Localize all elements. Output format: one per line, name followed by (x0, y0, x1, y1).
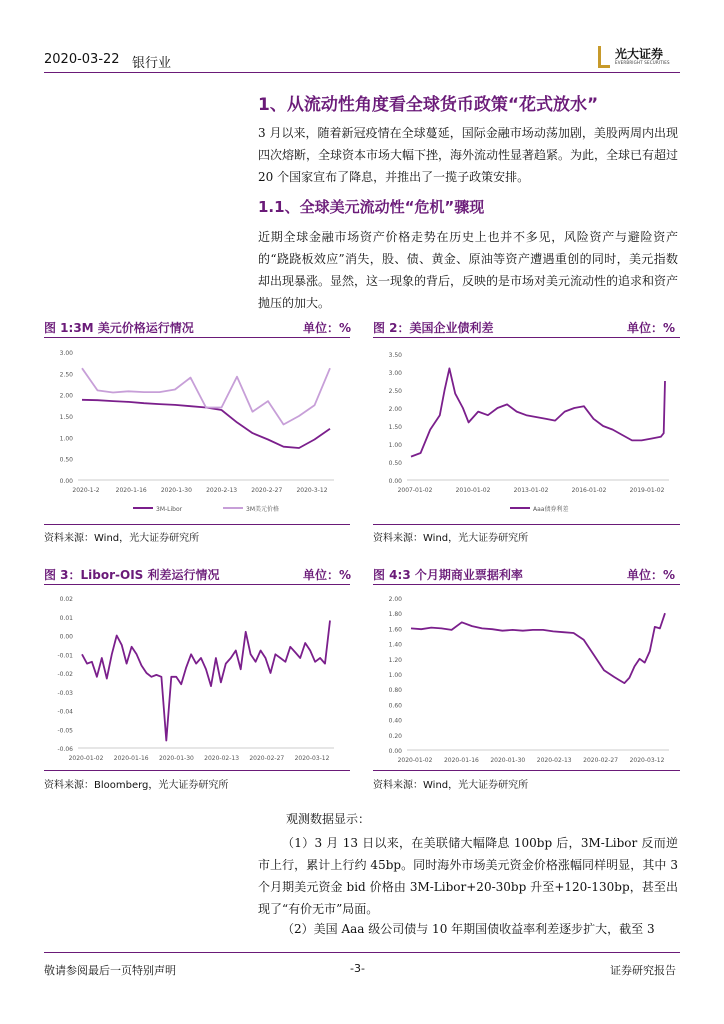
industry-label: 银行业 (132, 56, 172, 71)
y-tick-label: 1.40 (388, 641, 402, 649)
y-tick-label: 1.80 (388, 611, 402, 619)
report-date: 2020-03-22 (44, 52, 120, 67)
x-tick-label: 2020-01-30 (490, 757, 526, 764)
figure-2-source: 资料来源：Wind，光大证券研究所 (373, 533, 529, 544)
y-tick-label: 0.02 (59, 596, 73, 603)
figure-1-rule (44, 337, 350, 338)
figure-4-source: 资料来源：Wind，光大证券研究所 (373, 780, 529, 791)
x-tick-label: 2020-01-30 (158, 755, 194, 762)
y-tick-label: -0.04 (57, 708, 73, 716)
y-tick-label: 0.50 (59, 456, 73, 464)
figure-2-title: 图 2：美国企业债利差 (373, 321, 494, 335)
y-tick-label: 2.50 (388, 388, 402, 395)
logo-text: 光大证券 (615, 47, 664, 61)
x-tick-label: 2016-01-02 (571, 487, 607, 494)
figure-1-chart (44, 340, 350, 520)
x-tick-label: 2020-01-02 (397, 757, 433, 764)
figure-1-title: 图 1:3M 美元价格运行情况 (44, 321, 194, 335)
x-tick-label: 2020-1-16 (115, 487, 147, 494)
y-tick-label: 0.00 (388, 478, 402, 485)
x-tick-label: 2020-02-27 (249, 755, 285, 762)
intro-paragraph: 3 月以来，随着新冠疫情在全球蔓延，国际金融市场动荡加剧，美股两周内出现四次熔断，全球资本市场大幅下挫，海外流动性显著趋紧。为此，全球已有超过 20 个国家宣布了降息，并推出了一揽子政策安排。 (258, 126, 679, 184)
figure-3-chart (44, 588, 350, 768)
figure-2-unit: 单位：% (627, 321, 676, 335)
footer-divider (44, 952, 680, 953)
x-tick-label: 2020-02-13 (536, 757, 572, 764)
x-tick-label: 2020-03-12 (629, 757, 665, 764)
header-divider (44, 72, 680, 73)
figure-1-bottom-rule (44, 524, 350, 525)
y-tick-label: 1.50 (59, 414, 73, 421)
brand-logo (598, 44, 688, 70)
figure-4-bottom-rule (373, 770, 680, 771)
figure-2-rule (373, 337, 680, 338)
y-tick-label: 1.50 (388, 424, 402, 431)
y-tick-label: 1.00 (59, 435, 73, 443)
figure-2-bottom-rule (373, 524, 680, 525)
series-line-0 (411, 613, 665, 683)
logo-mark-icon (598, 46, 610, 68)
x-tick-label: 2013-01-02 (513, 487, 549, 494)
y-tick-label: 0.40 (388, 717, 402, 725)
figure-3-rule (44, 584, 350, 585)
y-tick-label: 3.50 (388, 352, 402, 359)
x-tick-label: 2020-3-12 (296, 487, 328, 494)
y-tick-label: 3.00 (388, 370, 402, 377)
x-tick-label: 2020-01-16 (443, 757, 479, 764)
page-number: -3- (350, 962, 365, 975)
observation-1: （1）3 月 13 日以来，在美联储大幅降息 100bp 后，3M-Libor 反而逆市上行，累计上行约 45bp。同时海外市场美元资金价格涨幅同样明显，其中 3 个月期美元资金 bid 价格由 3M-Libor+20-30bp 升至+120-130bp，甚至出现了“有价无市”局面。 (258, 836, 678, 916)
x-tick-label: 2019-01-02 (629, 487, 665, 494)
y-tick-label: 0.80 (388, 687, 402, 695)
series-line-0 (411, 368, 665, 456)
y-tick-label: 0.00 (388, 748, 402, 755)
y-tick-label: 2.50 (59, 371, 73, 379)
x-tick-label: 2020-01-16 (113, 755, 149, 762)
y-tick-label: 3.00 (59, 350, 73, 357)
figure-1-unit: 单位：% (303, 321, 352, 335)
x-tick-label: 2010-01-02 (455, 487, 491, 494)
y-tick-label: 2.00 (388, 406, 402, 413)
legend-label: 3M美元价格 (246, 506, 279, 513)
y-tick-label: -0.02 (57, 671, 73, 678)
x-tick-label: 2007-01-02 (397, 487, 433, 494)
figure-3-title: 图 3：Libor-OIS 利差运行情况 (44, 568, 220, 582)
section-title: 1、从流动性角度看全球货币政策“花式放水” (258, 95, 599, 115)
y-tick-label: -0.06 (57, 746, 73, 753)
figure-1-source: 资料来源：Wind，光大证券研究所 (44, 533, 200, 544)
legend-label: 3M-Libor (156, 506, 183, 513)
logo-subtext: EVERBRIGHT SECURITIES (615, 60, 670, 65)
y-tick-label: 1.20 (388, 656, 402, 664)
x-tick-label: 2020-02-13 (204, 755, 240, 762)
subsection-title: 1.1、全球美元流动性“危机”骤现 (258, 198, 485, 216)
series-line-1 (82, 368, 330, 424)
figure-3-bottom-rule (44, 770, 350, 771)
y-tick-label: 2.00 (388, 596, 402, 603)
x-tick-label: 2020-01-02 (68, 755, 104, 762)
observation-2: （2）美国 Aaa 级公司债与 10 年期国债收益率利差逐步扩大，截至 3 (282, 922, 655, 936)
y-tick-label: 0.00 (59, 478, 73, 485)
footer-disclaimer: 敬请参阅最后一页特别声明 (44, 964, 176, 977)
figure-4-chart (373, 588, 680, 768)
x-tick-label: 2020-1-2 (72, 487, 100, 494)
series-line-0 (82, 621, 330, 741)
figure-3-source: 资料来源：Bloomberg，光大证券研究所 (44, 780, 229, 791)
y-tick-label: -0.01 (57, 652, 73, 660)
x-tick-label: 2020-2-13 (206, 487, 238, 494)
observation-intro: 观测数据显示： (286, 812, 371, 826)
y-tick-label: 0.00 (59, 633, 73, 641)
figure-4-rule (373, 584, 680, 585)
figure-2-chart (373, 340, 680, 520)
y-tick-label: -0.03 (57, 689, 73, 697)
x-tick-label: 2020-03-12 (294, 755, 330, 762)
context-paragraph: 近期全球金融市场资产价格走势在历史上也并不多见，风险资产与避险资产的“跷跷板效应”消失，股、债、黄金、原油等资产遭遇重创的同时，美元指数却出现暴涨。显然，这一现象的背后，反映的是市场对美元流动性的追求和资产抛压的加大。 (258, 230, 679, 310)
figure-3-unit: 单位：% (303, 568, 352, 582)
y-tick-label: 1.60 (388, 626, 402, 634)
x-tick-label: 2020-2-27 (251, 487, 283, 494)
x-tick-label: 2020-02-27 (583, 757, 619, 764)
figure-4-title: 图 4:3 个月期商业票据利率 (373, 568, 523, 582)
figure-4-unit: 单位：% (627, 568, 676, 582)
footer-report-type: 证券研究报告 (610, 964, 676, 977)
y-tick-label: -0.05 (57, 727, 73, 735)
y-tick-label: 0.50 (388, 460, 402, 467)
y-tick-label: 0.20 (388, 732, 402, 740)
y-tick-label: 0.60 (388, 702, 402, 710)
y-tick-label: 2.00 (59, 392, 73, 400)
y-tick-label: 0.01 (59, 614, 73, 622)
x-tick-label: 2020-1-30 (160, 487, 192, 494)
y-tick-label: 1.00 (388, 672, 402, 679)
legend-label: Aaa债券利差 (533, 506, 569, 513)
y-tick-label: 1.00 (388, 442, 402, 449)
